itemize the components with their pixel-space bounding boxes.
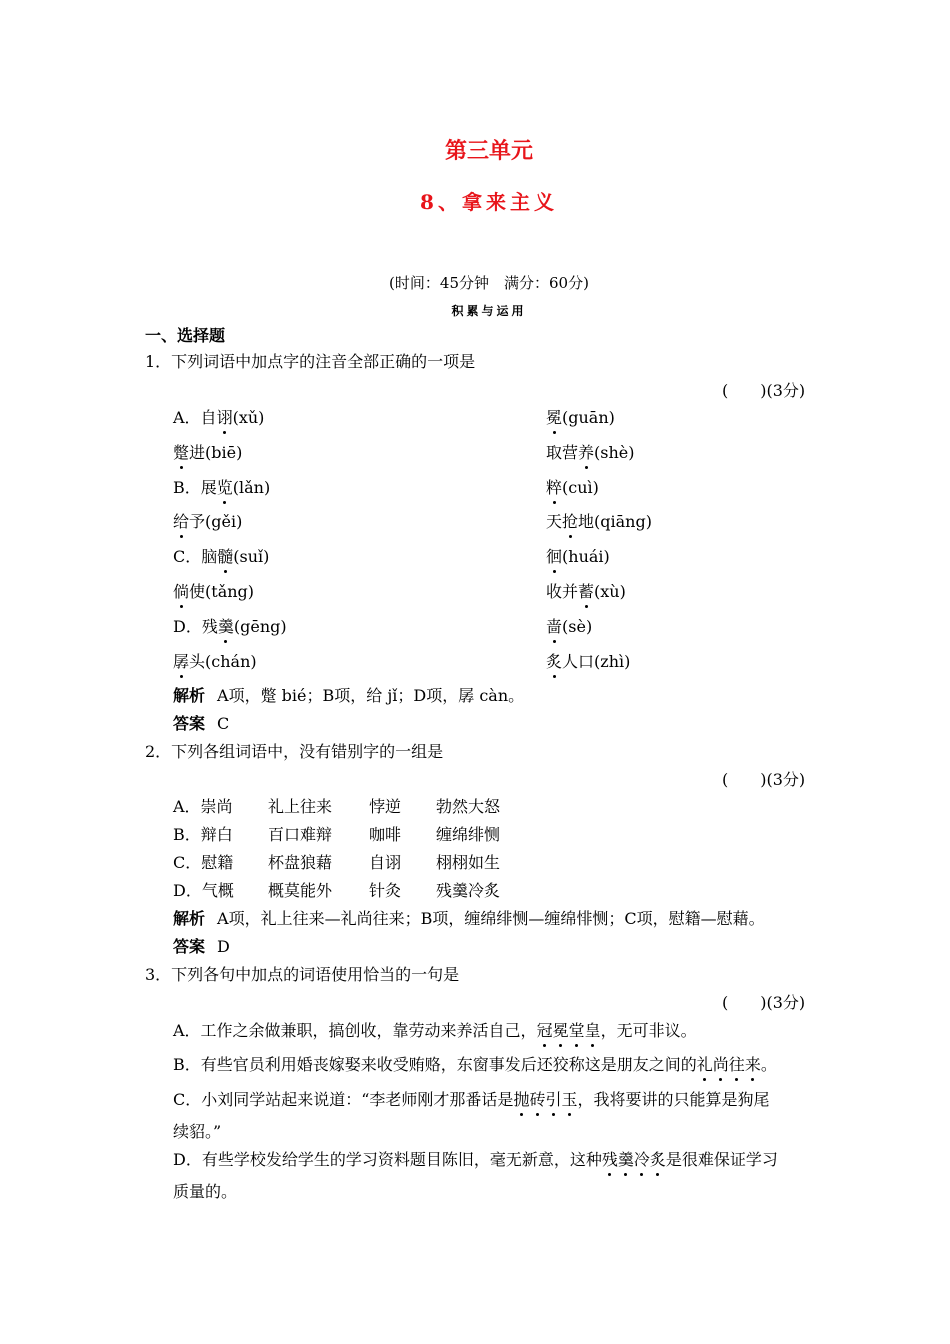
dotted-char: 炙 [649,1150,666,1169]
dotted-char: 孱 [173,652,190,671]
option-text: B．有些官员利用婚丧嫁娶来收受贿赂，东窗事发后还狡称这是朋友之间的 [173,1055,697,1074]
option-cell: 勃然大怒 [436,797,501,816]
option-left-3 [173,511,242,533]
option-text: (huái) [562,547,610,566]
option-text: (suǐ) [233,547,270,566]
option-cell: 杯盘狼藉 [268,853,333,872]
dotted-char: 粹 [546,478,563,497]
option-text: C．小刘同学站起来说道：“李老师刚才那番话是 [173,1090,514,1109]
dotted-char: 炙 [546,652,563,671]
option-right-4 [546,546,610,568]
option-text: (gēng) [233,617,287,636]
option-cell: 栩栩如生 [436,853,501,872]
option-text: 取营 [546,443,579,462]
analysis-label: 解析 [173,686,206,705]
dotted-char: 玉 [561,1090,578,1109]
unit-title: 第三单元 [444,138,533,164]
question-2-answer [173,936,230,958]
option-cell: 咖啡 [369,825,402,844]
analysis-text: A项，礼上往来—礼尚往来；B项，缠绵绯恻—缠绵悱恻；C项，慰籍—慰藉。 [217,909,765,928]
option-text: (shè) [594,443,635,462]
dotted-char: 羹 [617,1150,634,1169]
option-text: 予(gěi) [189,512,243,531]
dotted-char: 蓄 [578,582,595,601]
option-text: 使(tǎng) [189,582,255,601]
option-cell: 针灸 [369,881,402,900]
emphasized-phrase [537,1021,601,1040]
option-text: 人口(zhì) [562,652,631,671]
option-text: D．有些学校发给学生的学习资料题目陈旧，毫无新意，这种 [173,1150,602,1169]
dotted-char: 给 [173,512,190,531]
dotted-char: 倘 [173,582,190,601]
option-text: (sè) [562,617,593,636]
option-cell: 残羹冷炙 [436,881,501,900]
option-text: A．自 [173,408,217,427]
option-cell: 悖逆 [369,797,402,816]
dotted-char: 残 [601,1150,618,1169]
option-text: 天 [546,512,563,531]
answer-text: C [217,714,230,733]
option-text: (lǎn) [232,478,271,497]
question-1-answer [173,713,229,735]
option-text: ，我将要讲的只能算是狗尾 [577,1090,770,1109]
question-3-option-a [173,1020,697,1042]
option-left-0 [173,407,264,429]
question-2-stem: 2．下列各组词语中，没有错别字的一组是 [145,742,444,761]
option-text: (guān) [562,408,615,427]
question-3-option-c-cont: 续貂。” [173,1122,222,1141]
dotted-char: 髓 [217,547,234,566]
analysis-label: 解析 [173,909,206,928]
option-text: 是很难保证学习 [665,1150,778,1169]
option-left-4 [173,546,269,568]
emphasized-phrase [602,1150,666,1169]
section-heading: 一、选择题 [145,326,226,345]
answer-label: 答案 [173,714,206,733]
question-3-option-c [173,1089,770,1111]
question-2-score: ( )(3分) [722,770,806,789]
question-1-stem: 1．下列词语中加点字的注音全部正确的一项是 [145,352,476,371]
option-right-1 [546,442,635,464]
time-score-info: (时间：45分钟 满分：60分) [389,274,589,292]
option-text: C．脑 [173,547,218,566]
option-text: (cuì) [562,478,599,497]
question-3-option-b [173,1054,777,1076]
dotted-char: 皇 [584,1021,601,1040]
option-cell: B．辩白 [173,825,233,844]
dotted-char: 冕 [546,408,563,427]
option-cell: 缠绵绯恻 [436,825,501,844]
dotted-char: 来 [744,1055,761,1074]
option-left-7 [173,651,257,673]
option-text: 地(qiāng) [578,512,652,531]
dotted-char: 礼 [696,1055,713,1074]
option-cell: 自诩 [369,853,402,872]
option-right-6 [546,616,592,638]
emphasized-phrase [513,1090,577,1109]
option-text: (xǔ) [232,408,265,427]
question-3-score: ( )(3分) [722,993,806,1012]
dotted-char: 徊 [546,547,563,566]
question-3-stem: 3．下列各句中加点的词语使用恰当的一句是 [145,965,460,984]
dotted-char: 览 [216,478,233,497]
dotted-char: 冷 [633,1150,650,1169]
option-text: B．展 [173,478,217,497]
dotted-char: 堂 [568,1021,585,1040]
dotted-char: 羹 [217,617,234,636]
option-text: (xù) [594,582,626,601]
dotted-char: 往 [728,1055,745,1074]
option-right-2 [546,477,599,499]
emphasized-phrase [697,1055,761,1074]
option-text: 。 [760,1055,777,1074]
dotted-char: 砖 [529,1090,546,1109]
option-text: ，无可非议。 [600,1021,697,1040]
question-1-score: ( )(3分) [722,381,806,400]
option-cell: 概莫能外 [268,881,333,900]
option-left-5 [173,581,254,603]
option-text: A．工作之余做兼职，搞创收，靠劳动来养活自己， [173,1021,537,1040]
option-cell: 百口难辩 [268,825,333,844]
question-3-option-d [173,1149,778,1171]
option-text: 头(chán) [189,652,257,671]
answer-label: 答案 [173,937,206,956]
dotted-char: 养 [578,443,595,462]
option-left-1 [173,442,242,464]
option-text: 进(biē) [189,443,243,462]
dotted-char: 冠 [536,1021,553,1040]
subsection-heading: 积累与运用 [451,304,527,318]
option-right-5 [546,581,626,603]
question-3-option-d-cont: 质量的。 [173,1182,238,1201]
option-cell: C．慰籍 [173,853,234,872]
option-text: 收并 [546,582,579,601]
option-cell: A．崇尚 [173,797,233,816]
dotted-char: 啬 [546,617,563,636]
question-1-analysis [173,685,524,707]
option-cell: 礼上往来 [268,797,333,816]
option-cell: D．气概 [173,881,234,900]
dotted-char: 诩 [216,408,233,427]
dotted-char: 抢 [562,512,579,531]
dotted-char: 抛 [513,1090,530,1109]
dotted-char: 蹩 [173,443,190,462]
dotted-char: 引 [545,1090,562,1109]
dotted-char: 尚 [712,1055,729,1074]
option-right-7 [546,651,630,673]
answer-text: D [217,937,230,956]
dotted-char: 冕 [552,1021,569,1040]
question-2-analysis [173,908,765,930]
lesson-title: 8、拿来主义 [420,190,558,214]
option-left-2 [173,477,270,499]
option-text: D．残 [173,617,218,636]
analysis-text: A项，蹩 bié；B项，给 jǐ；D项，孱 càn。 [217,686,525,705]
option-right-3 [546,511,652,533]
option-left-6 [173,616,287,638]
option-right-0 [546,407,615,429]
